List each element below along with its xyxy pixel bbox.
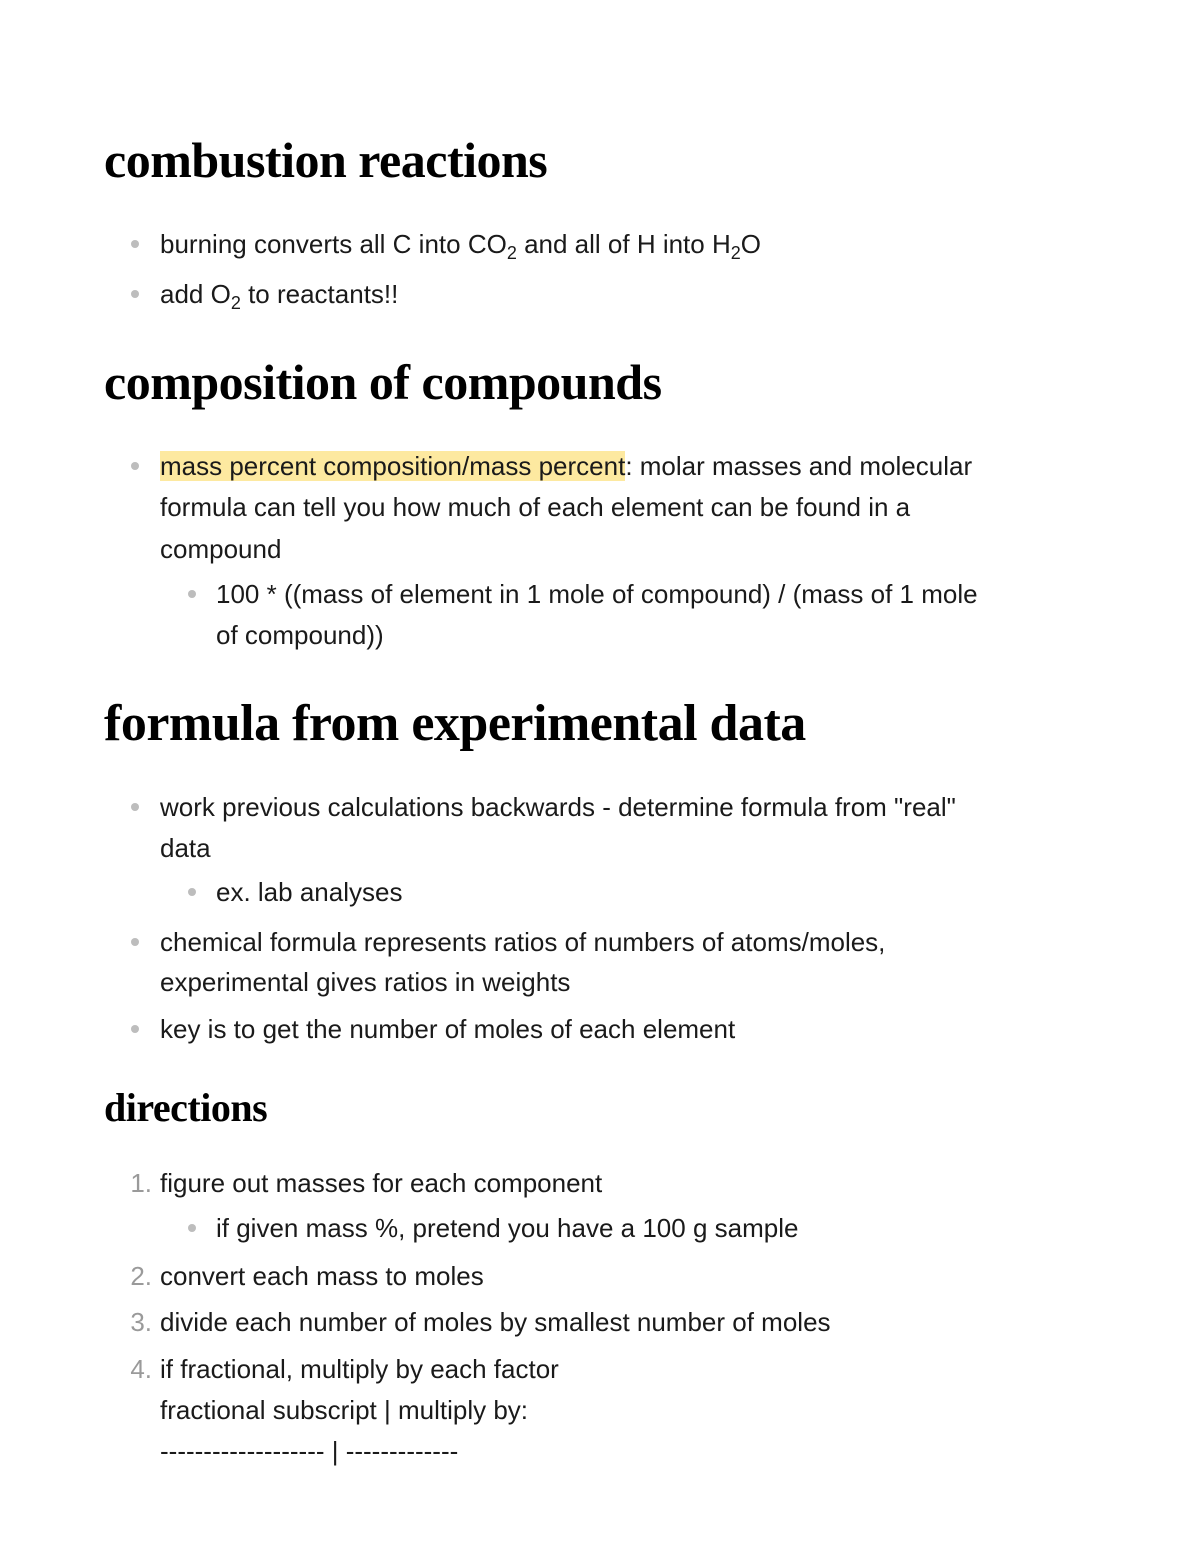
list-item-mass-percent-cont: compound: [160, 534, 282, 564]
list-number: 2.: [130, 1261, 152, 1291]
sublist-item-formula-cont: of compound)): [216, 620, 384, 650]
list-number: 1.: [130, 1168, 152, 1198]
list-item-mass-percent-cont: formula can tell you how much of each element can be found in a: [160, 492, 911, 522]
highlighted-term: mass percent composition/mass percent: [160, 451, 626, 481]
sublist-item-mass-percent-sample: if given mass %, pretend you have a 100 g sample: [216, 1213, 799, 1243]
step-3: divide each number of moles by smallest number of moles: [160, 1307, 831, 1337]
list-item-work-backwards: work previous calculations backwards - determine formula from "real": [160, 792, 956, 822]
heading-composition-of-compounds: composition of compounds: [104, 354, 662, 410]
heading-directions: directions: [104, 1085, 268, 1130]
step-4-table-separator: ------------------- | -------------: [160, 1436, 459, 1466]
list-item-work-backwards-cont: data: [160, 833, 211, 863]
bullet: [188, 1224, 196, 1232]
step-1: figure out masses for each component: [160, 1168, 603, 1198]
bullet: [131, 1025, 139, 1033]
list-number: 3.: [130, 1307, 152, 1337]
heading-formula-from-experimental-data: formula from experimental data: [104, 695, 806, 752]
bullet: [131, 462, 139, 470]
bullet: [188, 590, 196, 598]
heading-combustion-reactions: combustion reactions: [104, 132, 548, 188]
bullet: [131, 240, 139, 248]
sublist-item-lab-analyses: ex. lab analyses: [216, 877, 403, 907]
list-item-chemical-formula-cont: experimental gives ratios in weights: [160, 967, 571, 997]
list-number: 4.: [130, 1354, 152, 1384]
step-4-table-header: fractional subscript | multiply by:: [160, 1395, 528, 1425]
list-item-mass-percent: mass percent composition/mass percent: molar masses and molecular: [160, 451, 973, 481]
bullet: [131, 803, 139, 811]
bullet: [131, 290, 139, 298]
sublist-item-formula: 100 * ((mass of element in 1 mole of compound) / (mass of 1 mole: [216, 579, 978, 609]
bullet: [188, 888, 196, 896]
list-item-combustion-2: add $O_2$ to reactants!!: [160, 279, 399, 313]
step-4: if fractional, multiply by each factor: [160, 1354, 559, 1384]
list-item-chemical-formula: chemical formula represents ratios of numbers of atoms/moles,: [160, 927, 886, 957]
step-2: convert each mass to moles: [160, 1261, 484, 1291]
list-item-key: key is to get the number of moles of each element: [160, 1014, 736, 1044]
list-item-combustion-1: burning converts all C into $CO_2$ and all of H into $H_2O$: [160, 229, 761, 263]
bullet: [131, 938, 139, 946]
